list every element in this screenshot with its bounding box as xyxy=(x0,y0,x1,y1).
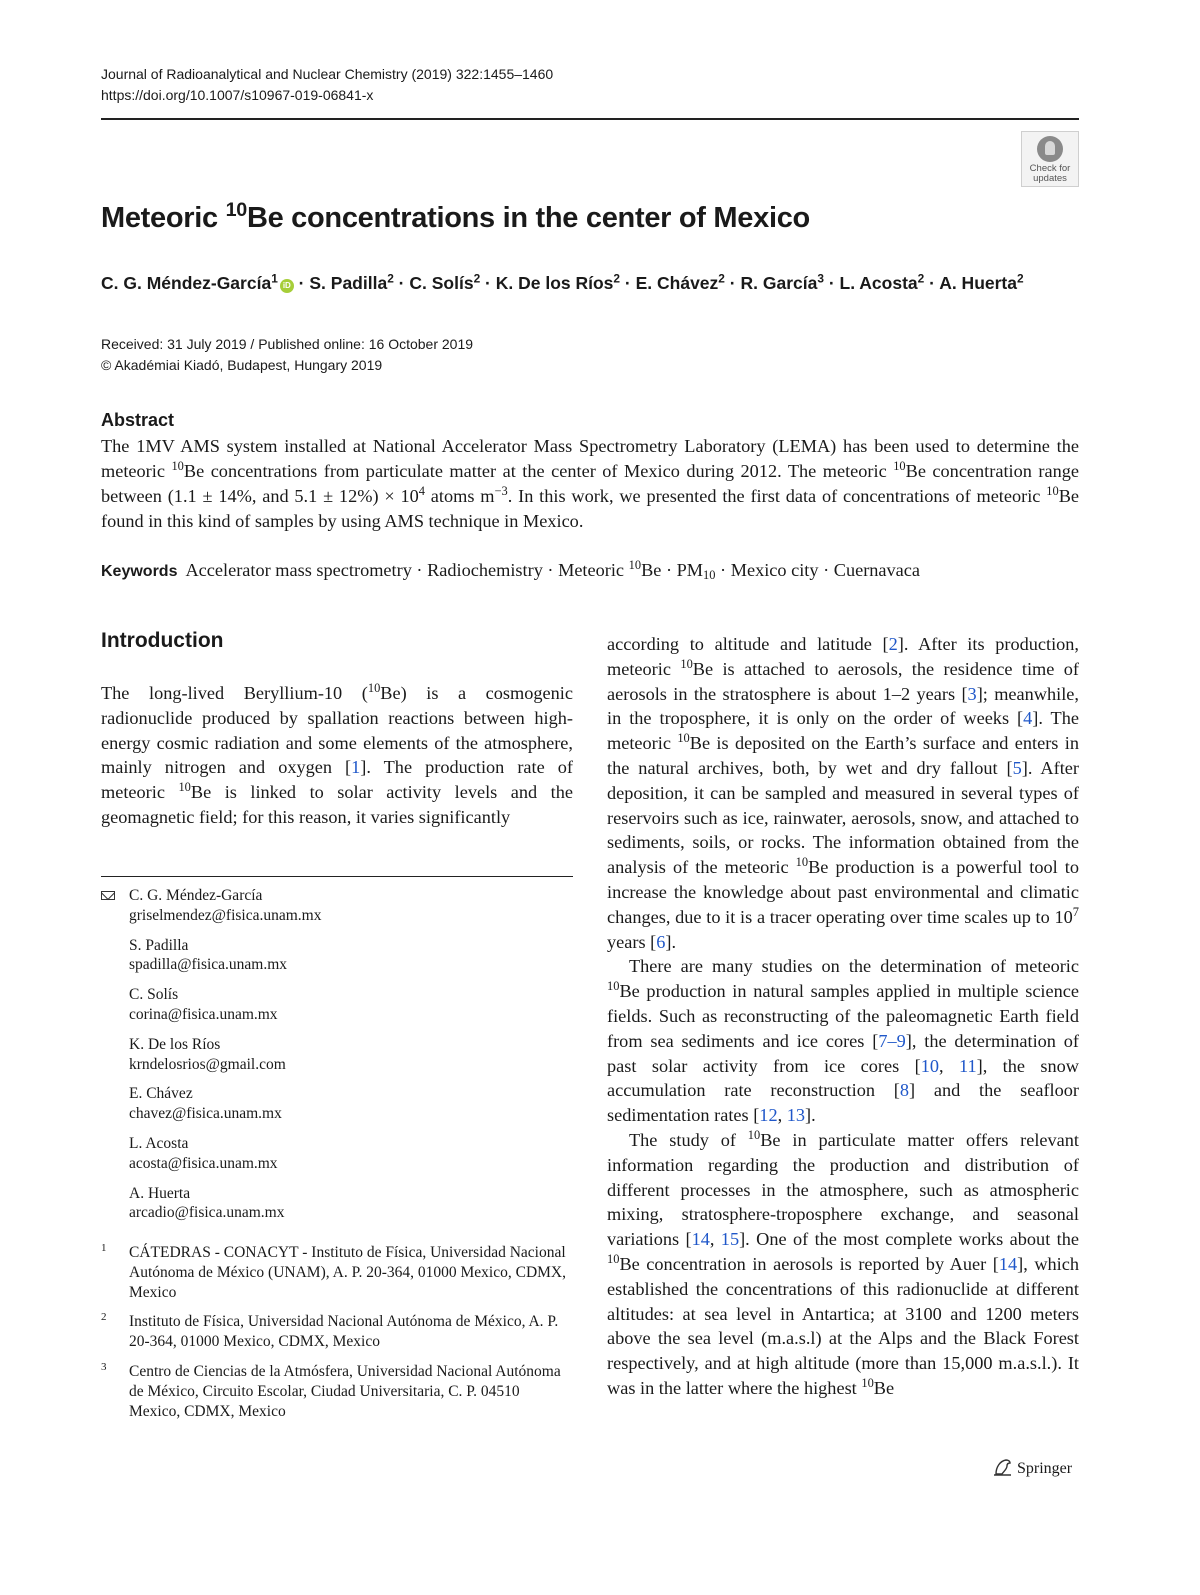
keywords: Keywords Accelerator mass spectrometry · Radiochemistry · Meteoric $^{10}Be \cdot PM_{10}$ · Mexico city · Cuernavaca xyxy=(101,558,921,583)
check-for-updates-label: Check for updates xyxy=(1029,163,1071,184)
contact-email[interactable]: arcadio@fisica.unam.mx xyxy=(129,1204,285,1222)
affiliation-number: 2 xyxy=(101,1311,107,1324)
contact-email[interactable]: corina@fisica.unam.mx xyxy=(129,1005,278,1023)
publication-dates xyxy=(101,334,473,376)
affiliation-text: Instituto de Física, Universidad Nacional Autónoma de México, A. P. 20-364, 01000 Mexico, CDMX, Mexico xyxy=(129,1313,559,1351)
affiliations xyxy=(101,1243,573,1431)
body-paragraph: There are many studies on the determination of meteoric $^{10}$Be production in natural samples applied in multiple science fields. Such as reconstructing of the paleomagnetic Earth field from sea sediments and ice cores [7–9], the determination of past solar activity from ice cores [10, 11], the snow accumulation rate reconstruction [8] and the seafloor sedimentation rates [12, 13]. xyxy=(607,956,1080,1126)
author[interactable]: R. García$^3$ xyxy=(740,271,824,293)
keywords-label: Keywords xyxy=(101,563,178,580)
springer-horse-icon xyxy=(993,1458,1013,1476)
author[interactable]: C. G. Méndez-García$^1$ xyxy=(101,271,278,293)
envelope-icon xyxy=(101,891,115,900)
affiliation-number: 1 xyxy=(101,1242,107,1254)
contact-name: E. Chávez xyxy=(129,1085,193,1103)
abstract-heading: Abstract xyxy=(101,410,175,430)
publisher-logo xyxy=(993,1458,1072,1478)
citation-link[interactable]: 1 xyxy=(351,757,361,778)
author[interactable]: K. De los Ríos$^2$ xyxy=(495,271,621,293)
affiliation-text: Centro de Ciencias de la Atmósfera, Universidad Nacional Autónoma de México, Circuito Escolar, Ciudad Universitaria, C. P. 04510 Mexico, CDMX, Mexico xyxy=(129,1362,561,1420)
citation-link[interactable]: 8 xyxy=(899,1080,909,1101)
contact-email[interactable]: krndelosrios@gmail.com xyxy=(129,1055,286,1073)
affiliation-entry xyxy=(101,1362,573,1421)
received-published-line: Received: 31 July 2019 / Published online: 16 October 2019 xyxy=(101,336,474,352)
contact-email[interactable]: spadilla@fisica.unam.mx xyxy=(129,956,288,974)
affiliation-number: 3 xyxy=(101,1360,107,1373)
journal-header xyxy=(101,64,553,106)
citation-link[interactable]: 14 xyxy=(998,1253,1018,1274)
contact-name: L. Acosta xyxy=(129,1134,189,1152)
header-rule xyxy=(101,118,1079,120)
copyright-line: © Akadémiai Kiadó, Budapest, Hungary 2019 xyxy=(101,357,383,373)
citation-link[interactable]: 2 xyxy=(888,634,898,654)
citation-link[interactable]: 6 xyxy=(656,931,666,952)
citation-link[interactable]: 3 xyxy=(967,683,977,704)
contact-name: S. Padilla xyxy=(129,936,189,954)
author[interactable]: C. Solís$^2$ xyxy=(409,271,481,293)
citation-link[interactable]: 10 xyxy=(920,1055,940,1076)
affiliation-entry xyxy=(101,1243,573,1302)
article-title: Meteoric $^{10}$Be concentrations in the center of Mexico xyxy=(101,199,810,234)
contact-entry xyxy=(101,985,573,1025)
citation-link[interactable]: 4 xyxy=(1023,708,1033,729)
citation-link[interactable]: 5 xyxy=(1012,757,1022,778)
footnote-rule xyxy=(101,876,573,877)
body-paragraph: The study of $^{10}$Be in particulate matter offers relevant information regarding the production and distribution of different processes in the atmosphere, such as atmospheric mixing, stratosphere-troposphere exchange, and seasonal variations [14, 15]. One of the most complete works about the $^{10}$Be concentration in aerosols is reported by Auer [14], which established the concentrations of this radionuclide at different altitudes: at sea level in Antartica; at 3100 and 1200 meters above the sea level (m.a.s.l) at the Alps and the Black Forest respectively, and at high altitude (more than 15,000 m.a.s.l.). It was in the latter where the highest $^{10}$Be xyxy=(607,1128,1080,1398)
citation-link[interactable]: 13 xyxy=(786,1105,805,1126)
author[interactable]: L. Acosta$^2$ xyxy=(839,271,925,293)
publisher-name: Springer xyxy=(1017,1460,1073,1477)
check-for-updates-badge[interactable] xyxy=(1021,131,1079,187)
citation-link[interactable]: 11 xyxy=(959,1055,977,1076)
contact-email[interactable]: chavez@fisica.unam.mx xyxy=(129,1105,282,1123)
contact-email[interactable]: griselmendez@fisica.unam.mx xyxy=(129,906,322,924)
author-list: C. G. Méndez-García$^1$iD · S. Padilla$^2$ · C. Solís$^2$ · K. De los Ríos$^2$ · E. Chávez$^2$ · R. García$^3$ · L. Acosta$^2$ · A. Huerta$^2$ xyxy=(101,271,1024,293)
intro-paragraph: The long-lived Beryllium-10 ($^{10}$Be) is a cosmogenic radionuclide produced by spallation reactions between high-energy cosmic radiation and some elements of the atmosphere, mainly nitrogen and oxygen [1]. The production rate of meteoric $^{10}$Be is linked to solar activity levels and the geomagnetic field; for this reason, it varies significantly xyxy=(101,681,573,827)
author[interactable]: A. Huerta$^2$ xyxy=(939,271,1024,293)
bookmark-icon xyxy=(1037,136,1063,162)
contact-entry xyxy=(101,1084,573,1124)
introduction-heading: Introduction xyxy=(101,629,224,652)
body-paragraph: according to altitude and latitude [2]. After its production, meteoric $^{10}$Be is attached to aerosols, the residence time of aerosols in the stratosphere is about 1–2 years [3]; meanwhile, in the troposphere, it is only on the order of weeks [4]. The meteoric $^{10}$Be is deposited on the Earth’s surface and enters in the natural archives, both, by wet and dry fallout [5]. After deposition, it can be sampled and measured in several types of reservoirs such as ice, rainwater, aerosols, snow, and attached to sediments, soils, or rocks. The information obtained from the analysis of the meteoric $^{10}$Be production is a powerful tool to increase the knowledge about past environmental and climatic changes, due to it is a tracer operating over time scales up to $10^7$ years [6]. xyxy=(607,634,1079,952)
citation-link[interactable]: 15 xyxy=(720,1229,740,1250)
body-right-column xyxy=(607,632,1079,1401)
affiliation-entry xyxy=(101,1312,573,1352)
contact-name: A. Huerta xyxy=(129,1184,191,1202)
author[interactable]: E. Chávez$^2$ xyxy=(635,271,725,293)
journal-citation: Journal of Radioanalytical and Nuclear Chemistry (2019) 322:1455–1460 xyxy=(101,66,554,82)
contact-email[interactable]: acosta@fisica.unam.mx xyxy=(129,1154,278,1172)
citation-link[interactable]: 14 xyxy=(691,1229,710,1250)
contact-entry xyxy=(101,886,573,926)
doi-link[interactable]: https://doi.org/10.1007/s10967-019-06841-x xyxy=(101,87,374,103)
contact-entry xyxy=(101,1184,573,1224)
affiliation-text: CÁTEDRAS - CONACYT - Instituto de Física, Universidad Nacional Autónoma de México (UNAM), A. P. 20-364, 01000 Mexico, CDMX, Mexico xyxy=(129,1244,566,1301)
citation-link[interactable]: 7–9 xyxy=(878,1030,906,1051)
orcid-icon[interactable]: iD xyxy=(280,279,294,293)
contact-entry xyxy=(101,936,573,976)
citation-link[interactable]: 12 xyxy=(759,1105,778,1126)
abstract-text: The 1MV AMS system installed at National Accelerator Mass Spectrometry Laboratory (LEMA) has been used to determine the meteoric $^{10}$Be concentrations from particulate matter at the center of Mexico during 2012. The meteoric $^{10}$Be concentration range between (1.1 ± 14%, and $5.1 \pm 12\%) \times 10^4$ atoms $m^{-3}$. In this work, we presented the first data of concentrations of meteoric $^{10}$Be found in this kind of samples by using AMS technique in Mexico. xyxy=(101,436,1079,531)
author[interactable]: S. Padilla$^2$ xyxy=(309,271,394,293)
contact-entry xyxy=(101,1035,573,1075)
contact-name: K. De los Ríos xyxy=(129,1035,221,1053)
contact-name: C. G. Méndez-García xyxy=(129,887,263,904)
contact-name: C. Solís xyxy=(129,986,179,1004)
contact-entry xyxy=(101,1134,573,1174)
author-contacts xyxy=(101,886,573,1233)
